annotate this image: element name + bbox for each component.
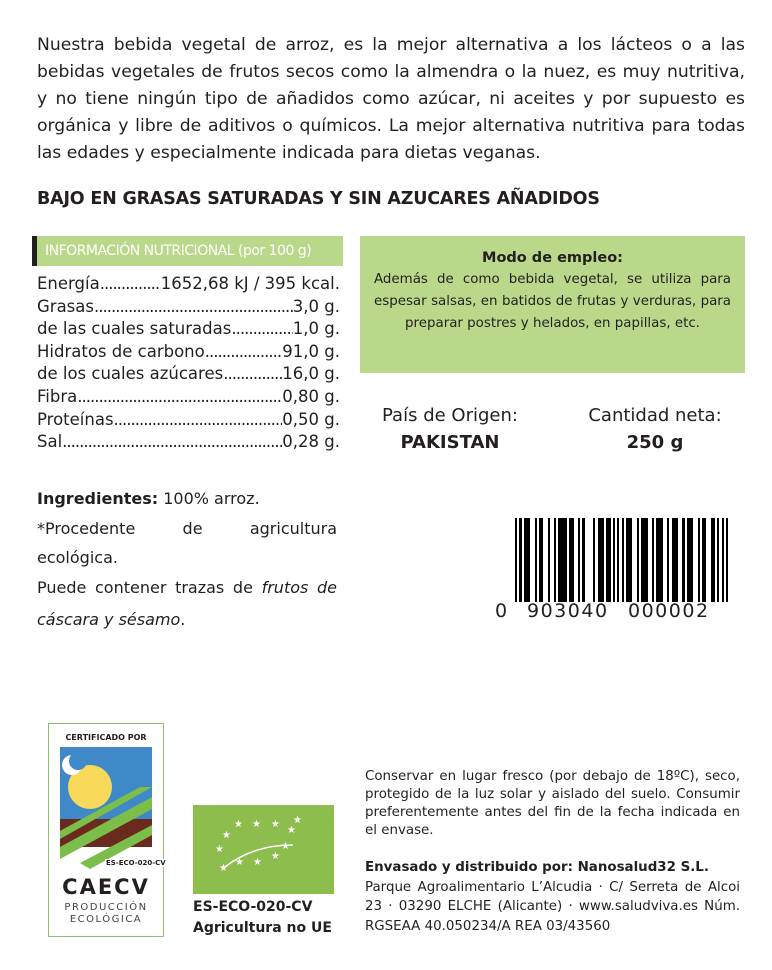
svg-text:★: ★: [253, 857, 262, 868]
svg-text:★: ★: [234, 819, 243, 830]
nutrition-row: [37, 296, 340, 319]
barcode-digits-right: 000002: [628, 600, 710, 622]
traces-end: .: [180, 610, 186, 629]
nutrient-label: Hidratos de carbono: [37, 341, 205, 361]
caecv-line2: ECOLÓGICA: [69, 914, 143, 925]
svg-text:★: ★: [219, 863, 228, 874]
barcode-bar: [726, 518, 728, 602]
usage-title: Modo de empleo:: [482, 250, 623, 266]
nutrient-label: Proteínas: [37, 409, 114, 429]
nutrient-value: 1652,68 kJ / 395 kcal.: [160, 274, 340, 293]
svg-text:★: ★: [293, 815, 302, 826]
barcode-digit-first: 0: [495, 600, 508, 622]
nutrition-header: INFORMACIÓN NUTRICIONAL (por 100 g): [32, 236, 343, 266]
nutrient-label: Energía: [37, 274, 100, 293]
distributor-address: Parque Agroalimentario L’Alcudia · C/ Serreta de Alcoi 23 · 03290 ELCHE (Alicante) · www.saludviva.es Núm. RGSEAA 40.050234/A REA 03/43560: [365, 879, 740, 934]
usage-box: [360, 236, 745, 373]
organic-note: *Procedente de agricultura ecológica.: [37, 519, 337, 567]
nutrient-label: de las cuales saturadas: [37, 319, 232, 339]
nutrient-value: 91,0 g.: [282, 341, 340, 361]
traces-text: Puede contener trazas de: [37, 578, 262, 597]
svg-text:★: ★: [271, 851, 280, 862]
ingredients: [37, 484, 337, 636]
eu-control-code: [193, 897, 332, 939]
nutrition-claim: BAJO EN GRASAS SATURADAS Y SIN AZUCARES AÑADIDOS: [37, 189, 600, 209]
quantity-value: 250 g: [626, 432, 684, 453]
caecv-code: ES-ECO-020-CV: [106, 859, 166, 867]
eu-code: ES-ECO-020-CV: [193, 899, 313, 915]
nutrition-row: [37, 318, 340, 341]
nutrient-label: Sal: [37, 432, 63, 452]
eu-organic-leaf-logo: [193, 805, 334, 894]
nutrition-row: [37, 431, 340, 454]
quantity-label: Cantidad neta:: [588, 405, 722, 426]
traces-allergens: frutos de cáscara y sésamo: [37, 578, 338, 629]
distributor-label: Envasado y distribuido por: Nanosalud32 S.L.: [365, 860, 709, 875]
svg-text:★: ★: [287, 825, 296, 836]
nutrition-row: [37, 341, 340, 364]
ingredients-value: 100% arroz.: [158, 489, 260, 508]
nutrition-row: [37, 273, 340, 296]
caecv-top-text: CERTIFICADO POR: [65, 733, 147, 742]
eu-leaf-stars-icon: [193, 805, 334, 894]
traces-note: [37, 572, 337, 636]
nutrient-value: 0,50 g.: [282, 409, 340, 429]
caecv-name: CAECV: [62, 875, 150, 899]
nutrient-value: 1,0 g.: [292, 319, 340, 339]
svg-text:★: ★: [235, 857, 244, 868]
nutrient-value: 3,0 g.: [292, 296, 340, 316]
barcode-digits-left: 903040: [527, 600, 609, 622]
origin-label: País de Origen:: [382, 405, 518, 426]
barcode: [515, 518, 728, 602]
nutrient-label: Fibra: [37, 386, 78, 406]
nutrient-label: de los cuales azúcares: [37, 364, 224, 384]
svg-text:★: ★: [281, 841, 290, 852]
product-description: Nuestra bebida vegetal de arroz, es la mejor alternativa a los lácteos o a las bebidas vegetales de frutos secos como la almendra o la nuez, es muy nutritiva, y no tiene ningún tipo de añadidos como azúcar, ni aceites y por supuesto es orgánica y libre de aditivos o químicos. La mejor alternativa nutritiva para todas las edades y especialmente indicada para dietas veganas.: [37, 35, 745, 163]
nutrition-row: [37, 363, 340, 386]
usage-text: Además de como bebida vegetal, se utiliza para espesar salsas, en batidos de frutas y verduras, para preparar postres y helados, en papillas, etc.: [374, 272, 731, 331]
caecv-certification-logo: [48, 723, 164, 937]
ingredients-label: Ingredientes:: [37, 489, 159, 508]
svg-text:★: ★: [252, 819, 261, 830]
origin-value: PAKISTAN: [400, 432, 500, 453]
nutrient-value: 16,0 g.: [282, 364, 340, 384]
caecv-line1: PRODUCCIÓN: [64, 902, 148, 913]
svg-text:★: ★: [271, 819, 280, 830]
nutrient-value: 0,28 g.: [282, 432, 340, 452]
nutrition-table: [37, 273, 340, 454]
nutrient-value: 0,80 g.: [282, 386, 340, 406]
storage-instructions: Conservar en lugar fresco (por debajo de 18ºC), seco, protegido de la luz solar y aislado del suelo. Consumir preferentemente antes del fin de la fecha indicada en el envase.: [365, 769, 740, 838]
eu-origin: Agricultura no UE: [193, 920, 332, 936]
barcode-bar: [585, 518, 594, 602]
svg-text:★: ★: [215, 844, 224, 855]
nutrient-label: Grasas: [37, 296, 94, 316]
nutrition-row: [37, 386, 340, 409]
nutrition-row: [37, 409, 340, 432]
caecv-landscape-icon: [60, 747, 152, 871]
barcode-bar: [558, 518, 567, 602]
distributor-info: [365, 858, 740, 936]
svg-text:★: ★: [222, 830, 231, 841]
